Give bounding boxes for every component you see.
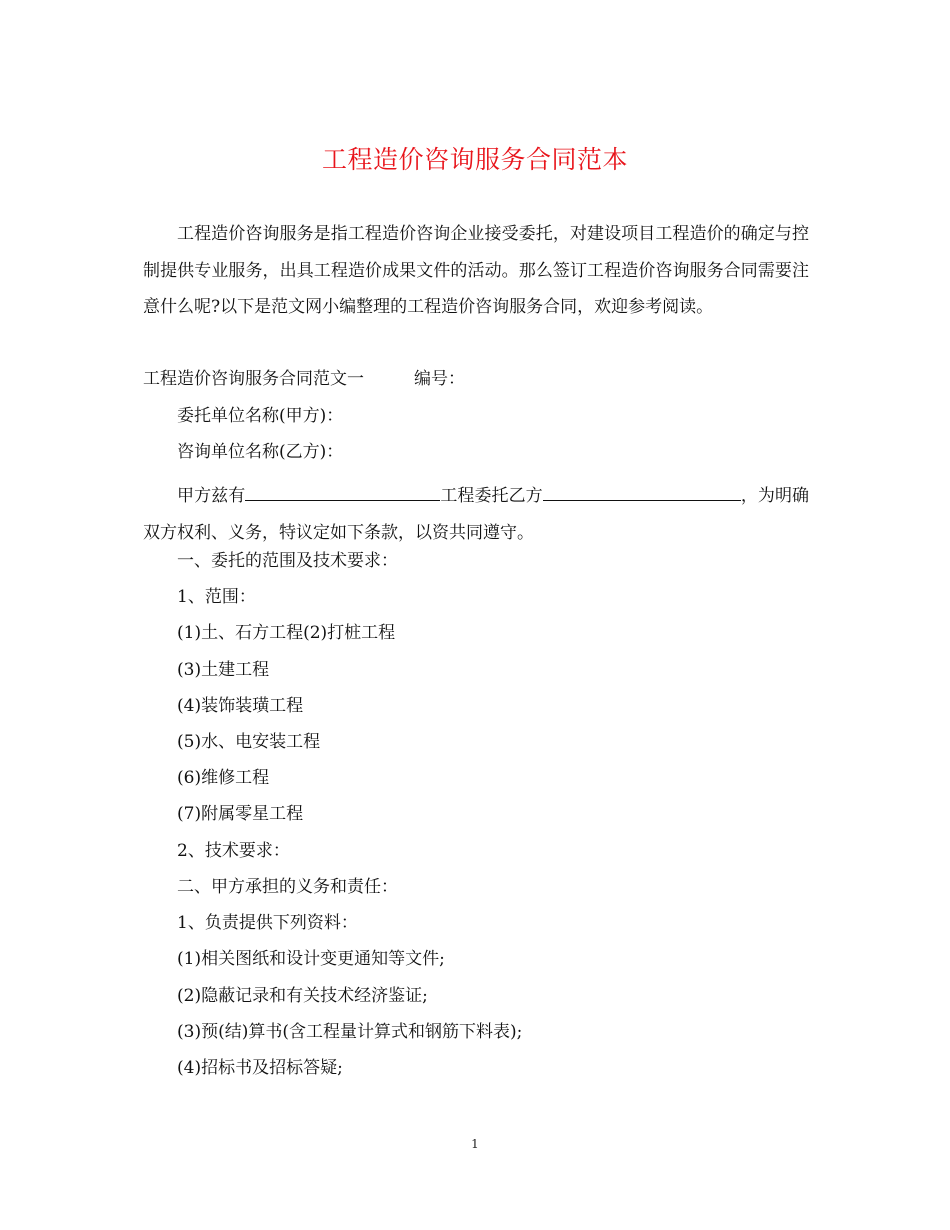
list-item: (1)土、石方工程(2)打桩工程	[177, 623, 396, 643]
number-label: 编号：	[414, 369, 465, 389]
list-item: (4)招标书及招标答疑;	[177, 1058, 343, 1078]
document-title: 工程造价咨询服务合同范本	[321, 145, 628, 174]
client-name-field: 委托单位名称(甲方)：	[177, 406, 344, 426]
party-a-prefix: 甲方兹有	[177, 486, 246, 506]
list-item: (1)相关图纸和设计变更通知等文件;	[177, 949, 445, 969]
project-name-blank	[245, 484, 440, 501]
list-item: (2)隐蔽记录和有关技术经济鉴证;	[177, 986, 428, 1006]
list-item: (6)维修工程	[177, 768, 270, 788]
list-item: 二、甲方承担的义务和责任：	[177, 877, 398, 897]
list-item: (7)附属零星工程	[177, 804, 304, 824]
sample-heading-line	[143, 367, 465, 391]
list-item: (3)土建工程	[177, 660, 270, 680]
party-agreement-paragraph	[143, 478, 809, 551]
intro-paragraph: 工程造价咨询服务是指工程造价咨询企业接受委托，对建设项目工程造价的确定与控制提供专业服务，出具工程造价成果文件的活动。那么签订工程造价咨询服务合同需要注意什么呢?以下是范文网小编整理的工程造价咨询服务合同，欢迎参考阅读。	[143, 224, 809, 317]
sample-heading: 工程造价咨询服务合同范文一	[143, 369, 364, 389]
list-item: 1、范围：	[177, 587, 256, 607]
list-item: (5)水、电安装工程	[177, 732, 321, 752]
list-item: (3)预(结)算书(含工程量计算式和钢筋下料表);	[177, 1022, 523, 1042]
list-item: 1、负责提供下列资料：	[177, 913, 358, 933]
list-item: 2、技术要求：	[177, 841, 290, 861]
consultant-name-field: 咨询单位名称(乙方)：	[177, 442, 344, 462]
list-item: 一、委托的范围及技术要求：	[177, 551, 398, 571]
page-number: 1	[471, 1137, 479, 1151]
party-a-middle: 工程委托乙方	[440, 486, 543, 506]
list-item: (4)装饰装璜工程	[177, 696, 304, 716]
party-a-suffix: ，为明确双方权利、义务，特议定如下条款，以资共同遵守。	[143, 486, 810, 543]
consultant-blank	[543, 484, 741, 501]
